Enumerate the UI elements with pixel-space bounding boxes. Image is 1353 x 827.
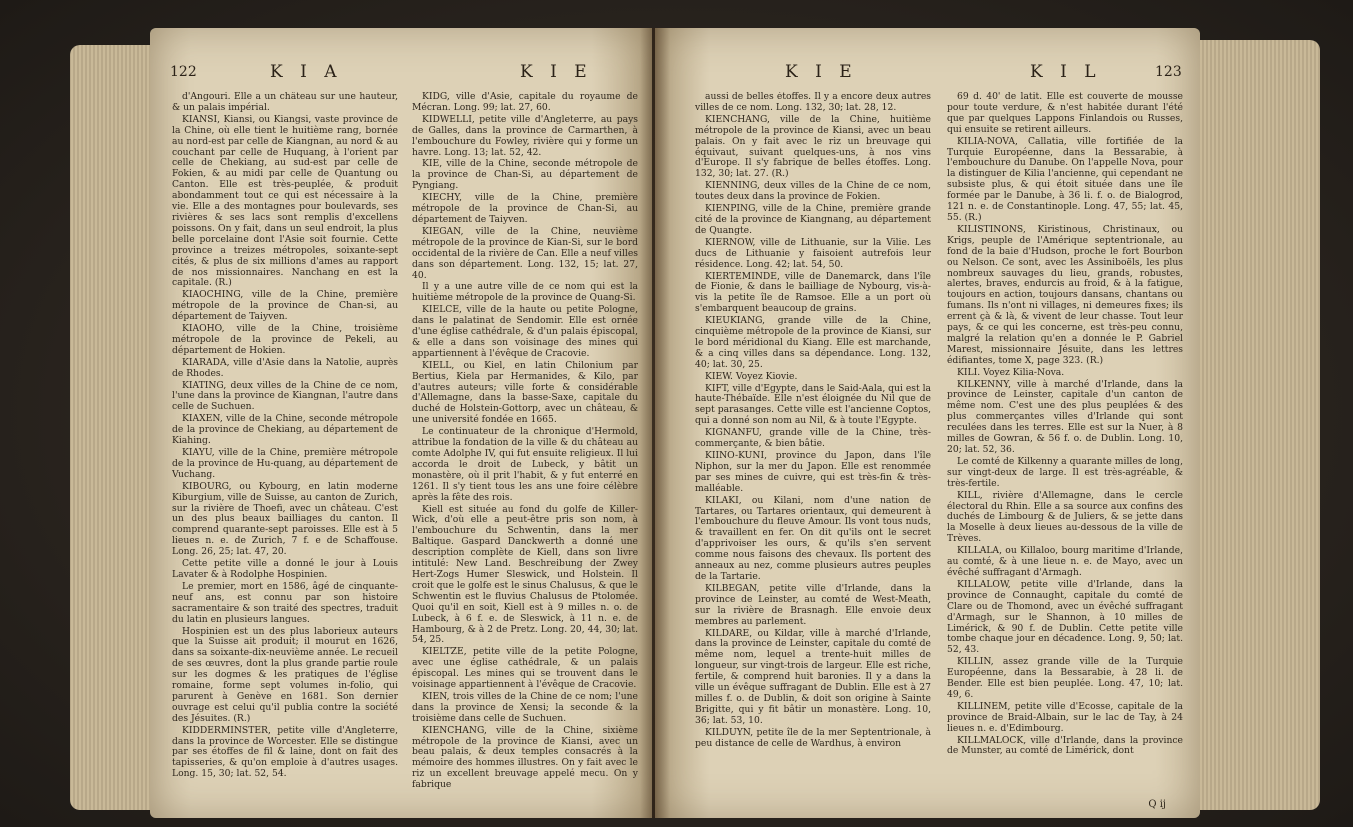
entry-paragraph: KILAKI, ou Kilani, nom d'une nation de Tartares, ou Tartares orientaux, qui demeurent à l'embouchure du fleuve Amour. Ils vont tous nuds, & travaillent en fer. On dit qu'ils ont le secret d'apprivoiser les ours, & qu'ils s'en servent comme nous faisons des chevaux. Ils portent des anneaux au nez, comme plusieurs autres peuples de la Tartarie. — [695, 494, 931, 582]
entry-paragraph: KIANSI, Kiansi, ou Kiangsi, vaste province de la Chine, où elle tient le huitième rang, bornée au nord-est par celle de Kiangnan, au nord & au couchant par celle de Huquang, à l'orient par celle de Chekiang, au sud-est par celle de Fokien, & au midi par celle de Quantung ou Canton. Elle est très-peuplée, & produit abondamment tout ce qui est nécessaire à la vie. Elle a des montagnes pour boulevards, ses rivières & ses lacs sont remplis d'excellens poissons. On y fait, dans un seul endroit, la plus belle porcelaine dont l'Asie soit fournie. Cette province a treizes métropoles, soixante-sept cités, & plus de six millions d'ames au rapport de nos missionnaires. Nanchang en est la capitale. (R.) — [172, 113, 398, 289]
entry-paragraph: KIECHY, ville de la Chine, première métropole de la province de Chan-Si, au département de Taiyven. — [412, 192, 638, 225]
entry-paragraph: KILDARE, ou Kildar, ville à marché d'Irlande, dans la province de Leinster, capitale du comté de même nom, lequel a trente-huit milles de longueur, sur vingt-trois de largeur. Elle est riche, fertile, & comprend huit baronies. Il y a dans la ville un évêque suffragant de Dublin. Elle est à 27 milles f. o. de Dublin, & doit son origine à Sainte Brigitte, qui y fit bâtir un monastère. Long. 10, 36; lat. 53, 10. — [695, 627, 931, 726]
entry-paragraph: KIARADA, ville d'Asie dans la Natolie, auprès de Rhodes. — [172, 356, 398, 379]
right-page-column-1 — [695, 92, 931, 812]
entry-paragraph: KIEGAN, ville de la Chine, neuvième métropole de la province de Kian-Si, sur le bord occidental de la rivière de Can. Elle a neuf villes dans son département. Long. 132, 15; lat. 27, 40. — [412, 225, 638, 281]
entry-paragraph: KIDDERMINSTER, petite ville d'Angleterre, dans la province de Worcester. Elle se distingue par ses étoffes de fil & laine, dont on fait des tapisseries, & qu'on emploie à d'autres usages. Long. 15, 30; lat. 52, 54. — [172, 724, 398, 780]
entry-paragraph: KIEN, trois villes de la Chine de ce nom; l'une dans la province de Xensi; la seconde & la troisième dans celle de Suchuen. — [412, 690, 638, 724]
left-running-head-2: K I E — [520, 62, 593, 82]
right-running-head-2: K I L — [1030, 62, 1102, 82]
entry-paragraph: Le comté de Kilkenny a quarante milles de long, sur vingt-deux de large. Il est très-agréable, & très-fertile. — [947, 455, 1183, 489]
entry-paragraph: KILLIN, assez grande ville de la Turquie Européenne, dans la Bessarabie, à 28 li. de Bender. Elle est bien peuplée. Long. 47, 10; lat. 49, 6. — [947, 656, 1183, 700]
entry-paragraph: Kiell est située au fond du golfe de Killer-Wick, d'où elle a peut-être pris son nom, à l'embouchure du Schwentin, dans la mer Baltique. Gaspard Danckwerth a donné une description complète de Kiell, dans son livre intitulé: New Land. Beschreibung der Zwey Hert-Zogs Humer Sleswick, und Holstein. Il croit que le golfe est le sinus Chalusus, & que le Schwentin est le fluvius Chalusus de Ptolomée. Quoi qu'il en soit, Kiell est à 9 milles n. o. de Lubeck, à 6 f. e. de Sleswick, à 11 n. e. de Hambourg, & à 2 de Pretz. Long. 20, 44, 30; lat. 54, 25. — [412, 503, 638, 646]
entry-paragraph: KILISTINONS, Kiristinous, Christinaux, ou Krigs, peuple de l'Amérique septentrionale, au fond de la baie d'Hudson, proche le fort Bourbon ou Nelson. Ce sont, avec les Assiniboëls, les plus nombreux sauvages du lieu, grands, robustes, alertes, braves, endurcis au froid, & à la fatigue, toujours en action, toujours dansans, chantans ou fumans. Ils n'ont ni villages, ni demeures fixes; ils errent çà & là, & vivent de leur chasse. Tout leur pays, & ce qui les concerne, est très-peu connu, malgré la relation qu'en a donnée le P. Gabriel Marest, missionnaire Jésuite, dans les lettres édifiantes, tome X, page 323. (R.) — [947, 223, 1183, 366]
left-page-edges — [70, 45, 150, 810]
right-running-head-1: K I E — [785, 62, 858, 82]
entry-paragraph: KIINO-KUNI, province du Japon, dans l'île Niphon, sur la mer du Japon. Elle est renommée par ses mines de cuivre, qui est très-fin & très-malléable. — [695, 450, 931, 494]
entry-paragraph: KILI. Voyez Kilia-Nova. — [957, 366, 1065, 378]
entry-paragraph: KIGNANFU, grande ville de la Chine, très-commerçante, & bien bâtie. — [695, 427, 931, 450]
signature-mark: Q ij — [1148, 799, 1166, 810]
entry-paragraph: KIDG, ville d'Asie, capitale du royaume de Mécran. Long. 99; lat. 27, 60. — [412, 92, 638, 113]
entry-paragraph: KIEUKIANG, grande ville de la Chine, cinquième métropole de la province de Kiansi, sur le bord méridional du Kiang. Elle est marchande, & a cinq villes dans sa dépendance. Long. 132, 40; lat. 30, 25. — [695, 315, 931, 370]
entry-paragraph: KIAYU, ville de la Chine, première métropole de la province de Hu-quang, au département de Vuchang. — [172, 447, 398, 480]
entry-paragraph: KIDWELLI, petite ville d'Angleterre, au pays de Galles, dans la province de Carmarthen, à l'embouchure du Fowley, rivière qui y forme un havre. Long. 13; lat. 52, 42. — [412, 113, 638, 158]
entry-paragraph: d'Angouri. Elle a un château sur une hauteur, & un palais impérial. — [172, 92, 398, 113]
entry-paragraph: KIATING, deux villes de la Chine de ce nom, l'une dans la province de Kiangnan, l'autre dans celle de Suchuen. — [172, 379, 398, 413]
entry-paragraph: aussi de belles étoffes. Il y a encore deux autres villes de ce nom. Long. 132, 30; lat. 28, 12. — [695, 92, 931, 113]
left-page-column-1 — [172, 92, 398, 812]
entry-paragraph: KIAXEN, ville de la Chine, seconde métropole de la province de Chekiang, au département de Kiahing. — [172, 413, 398, 447]
entry-paragraph: KIELCE, ville de la haute ou petite Pologne, dans le palatinat de Sendomir. Elle est ornée d'une église cathédrale, & d'un palais épiscopal, & elle a dans son voisinage des mines qui appartiennent à l'évêque de Cracovie. — [412, 304, 638, 359]
left-page-header — [150, 62, 652, 86]
entry-paragraph: KIENCHANG, ville de la Chine, huitième métropole de la province de Kiansi, avec un beau palais. On y fait avec le riz un breuvage qui équivaut, suivant quelques-uns, à nos vins d'Europe. Il s'y fabrique de belles étoffes. Long. 132, 30; lat. 27. (R.) — [695, 113, 931, 180]
right-page-edges — [1200, 40, 1320, 810]
left-page-number: 122 — [170, 64, 197, 80]
entry-paragraph: KILL, rivière d'Allemagne, dans le cercle électoral du Rhin. Elle a sa source aux confins des duchés de Limbourg & de Juliers, & se jette dans la Moselle à deux lieues au-dessous de la ville de Trèves. — [947, 489, 1183, 545]
entry-paragraph: KIE, ville de la Chine, seconde métropole de la province de Chan-Si, au département de Pyngiang. — [412, 158, 638, 192]
entry-paragraph: KILLALA, ou Killaloo, bourg maritime d'Irlande, au comté, & à une lieue n. e. de Mayo, avec un évêché suffragant d'Armagh. — [947, 545, 1183, 578]
entry-paragraph: KIAOHO, ville de la Chine, troisième métropole de la province de Pekeli, au département de Hokien. — [172, 323, 398, 356]
entry-paragraph: KIBOURG, ou Kybourg, en latin moderne Kiburgium, ville de Suisse, au canton de Zurich, sur la rivière de Thoefi, avec un château. C'est un des plus beaux bailliages du canton. Il comprend quarante-sept paroisses. Elle est à 5 lieues n. e. de Zurich, 7 f. e de Schaffouse. Long. 26, 25; lat. 47, 20. — [172, 480, 398, 558]
entry-paragraph: Le premier, mort en 1586, âgé de cinquante-neuf ans, est connu par son histoire sacramentaire & son traité des spectres, traduit du latin en plusieurs langues. — [172, 580, 398, 625]
entry-paragraph: KILDUYN, petite île de la mer Septentrionale, à peu distance de celle de Wardhus, à environ — [695, 726, 931, 749]
entry-paragraph: KIERTEMINDE, ville de Danemarck, dans l'île de Fionie, & dans le bailliage de Nybourg, vis-à-vis la petite île de Ramsoe. Elle a un port où s'embarquent beaucoup de grains. — [695, 270, 931, 315]
left-page — [150, 28, 652, 818]
entry-paragraph: KILIA-NOVA, Callatia, ville fortifiée de la Turquie Européenne, dans la Bessarabie, à l'embouchure du Danube. On l'appelle Nova, pour la distinguer de Kilia l'ancienne, qui cependant ne subsiste plus, & qui étoit située dans une île formée par le Danube, à 36 li. f. o. de Bialogrod, 121 n. e. de Constantinople. Long. 47, 55; lat. 45, 55. (R.) — [947, 135, 1183, 223]
entry-paragraph: KIERNOW, ville de Lithuanie, sur la Vilie. Les ducs de Lithuanie y faisoient autrefois leur résidence. Long. 42; lat. 54, 50. — [695, 236, 931, 270]
entry-paragraph: KILLALOW, petite ville d'Irlande, dans la province de Connaught, capitale du comté de Clare ou de Thomond, avec un évêché suffragant d'Armagh, sur le Shannon, à 10 milles de Limérick, & 90 f. de Dublin. Cette petite ville tombe chaque jour en décadence. Long. 9, 50; lat. 52, 43. — [947, 578, 1183, 656]
entry-paragraph: KILBEGAN, petite ville d'Irlande, dans la province de Leinster, au comté de West-Meath, sur la rivière de Brasnagh. Elle envoie deux membres au parlement. — [695, 582, 931, 627]
entry-paragraph: Hospinien est un des plus laborieux auteurs que la Suisse ait produit; il mourut en 1626, dans sa soixante-dix-neuvième année. Le recueil de ses œuvres, dont la plus grande partie roule sur les dogmes & les pratiques de l'église romaine, forme sept volumes in-folio, qui parurent à Genève en 1681. Son dernier ouvrage est celui qu'il publia contre la société des Jésuites. (R.) — [172, 625, 398, 724]
right-page-number: 123 — [1155, 64, 1182, 80]
book-gutter — [640, 28, 670, 818]
entry-paragraph: KIELTZE, petite ville de la petite Pologne, avec une église cathédrale, & un palais épiscopal. Les mines qui se trouvent dans le voisinage appartiennent à l'évêque de Cracovie. — [412, 646, 638, 691]
entry-paragraph: KIFT, ville d'Egypte, dans le Said-Aala, qui est la haute-Thébaïde. Elle n'est éloignée du Nil que de sept parasanges. Cette ville est l'ancienne Coptos, qui a donné son nom au Nil, & à toute l'Egypte. — [695, 382, 931, 427]
entry-paragraph: KIENPING, ville de la Chine, première grande cité de la province de Kiangnang, au département de Quangte. — [695, 203, 931, 236]
entry-paragraph: Il y a une autre ville de ce nom qui est la huitième métropole de la province de Quang-Si. — [412, 281, 638, 304]
entry-paragraph: KIENCHANG, ville de la Chine, sixième métropole de la province de Kiansi, avec un beau palais, & deux temples consacrés à la mémoire des hommes illustres. On y fait avec le riz un excellent breuvage appelé mecu. On y fabrique — [412, 724, 638, 791]
entry-paragraph: KIENNING, deux villes de la Chine de ce nom, toutes deux dans la province de Fokien. — [695, 180, 931, 203]
entry-paragraph: 69 d. 40' de latit. Elle est couverte de mousse pour toute verdure, & n'est habitée durant l'été que par quelques Lappons Finlandois ou Russes, qui ensuite se retirent ailleurs. — [947, 92, 1183, 135]
right-page-header — [655, 62, 1200, 86]
entry-paragraph: KIELL, ou Kiel, en latin Chilonium par Bertius, Kiela par Hermanides, & Kilo, par d'autres auteurs; ville forte & considérable d'Allemagne, dans la basse-Saxe, capitale du duché de Holstein-Gottorp, avec un château, & une université fondée en 1665. — [412, 359, 638, 426]
left-page-column-2 — [412, 92, 638, 812]
left-running-head-1: K I A — [270, 62, 343, 82]
entry-paragraph: KILKENNY, ville à marché d'Irlande, dans la province de Leinster, capitale d'un canton de même nom. C'est une des plus peuplées & des plus commerçantes villes d'Irlande qui sont reculées dans les terres. Elle est sur la Nuer, à 8 milles de Gowran, & 56 f. o. de Dublin. Long. 10, 20; lat. 52, 36. — [947, 378, 1183, 455]
entry-paragraph: KILLMALOCK, ville d'Irlande, dans la province de Munster, au comté de Limérick, dont — [947, 734, 1183, 757]
entry-paragraph: KIEW. Voyez Kiovie. — [705, 370, 798, 382]
entry-paragraph: KILLINEM, petite ville d'Ecosse, capitale de la province de Braid-Albain, sur le lac de Tay, à 24 lieues n. e. d'Edimbourg. — [947, 700, 1183, 734]
entry-paragraph: Cette petite ville a donné le jour à Louis Lavater & à Rodolphe Hospinien. — [172, 558, 398, 580]
entry-paragraph: Le continuateur de la chronique d'Hermold, attribue la fondation de la ville & du château au comte Adolphe IV, qui fut ensuite religieux. Il lui accorda le droit de Lubeck, y bâtit un monastère, où il prit l'habit, & y fut enterré en 1261. Il s'y tient tous les ans une foire célèbre après la fête des rois. — [412, 426, 638, 503]
entry-paragraph: KIAOCHING, ville de la Chine, première métropole de la province de Chan-si, au département de Taiyven. — [172, 289, 398, 323]
right-page — [655, 28, 1200, 818]
right-page-column-2 — [947, 92, 1183, 812]
